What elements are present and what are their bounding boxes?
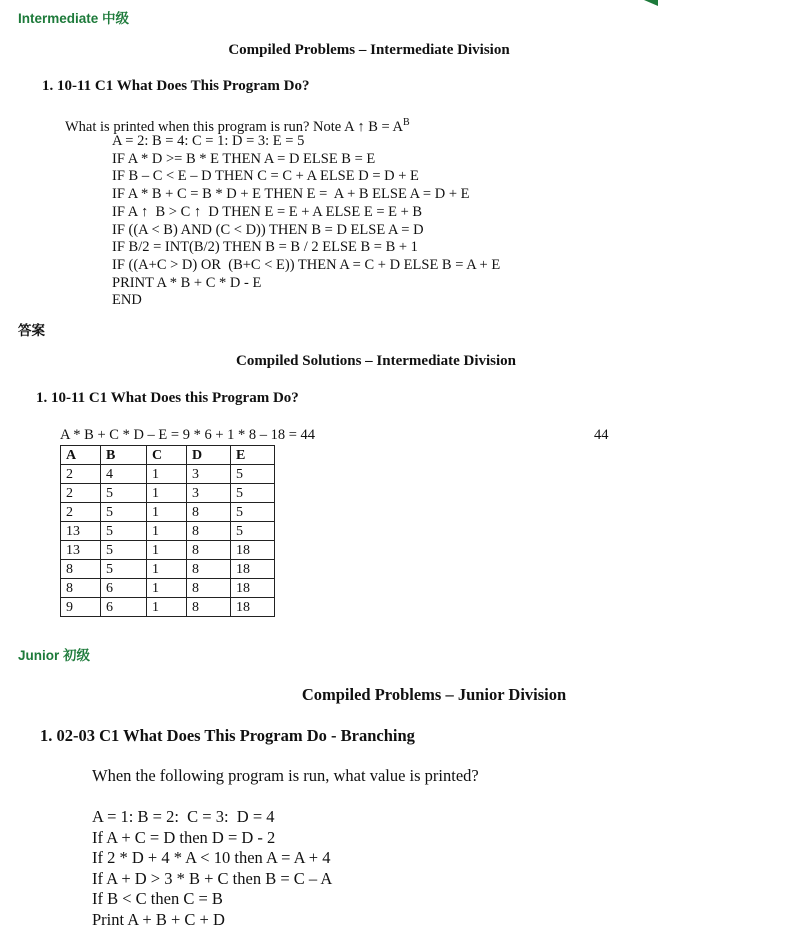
intermediate-solutions-title: Compiled Solutions – Intermediate Division: [235, 353, 517, 369]
table-cell: 8: [187, 503, 231, 522]
table-row: [61, 503, 275, 522]
table-cell: 1: [147, 541, 187, 560]
table-cell: 1: [147, 579, 187, 598]
solution-answer-value: 44: [594, 427, 609, 443]
table-cell: 8: [187, 522, 231, 541]
table-cell: 5: [231, 522, 275, 541]
intermediate-question-text: What is printed when this program is run? Note A ↑ B = A: [65, 118, 404, 135]
junior-code-block: [92, 807, 332, 930]
table-row: [61, 484, 275, 503]
corner-decoration: [644, 0, 658, 6]
table-cell: 8: [61, 560, 101, 579]
table-cell: 1: [147, 522, 187, 541]
table-cell: 5: [231, 484, 275, 503]
table-cell: 5: [101, 522, 147, 541]
table-cell: 1: [147, 465, 187, 484]
intermediate-question-superscript: B: [403, 117, 410, 128]
code-line: If B < C then C = B: [92, 889, 223, 908]
intermediate-code-block: [112, 133, 500, 310]
code-line: IF ((A < B) AND (C < D)) THEN B = D ELSE A = D: [112, 221, 424, 238]
code-line: If A + D > 3 * B + C then B = C – A: [92, 868, 333, 888]
table-row: [61, 560, 275, 579]
table-cell: 5: [101, 560, 147, 579]
table-cell: 8: [187, 541, 231, 560]
table-cell: 1: [147, 503, 187, 522]
code-line: PRINT A * B + C * D - E: [112, 274, 262, 291]
table-cell: 5: [101, 541, 147, 560]
table-row: [61, 579, 275, 598]
table-cell: 1: [147, 484, 187, 503]
table-cell: 3: [187, 465, 231, 484]
table-cell: 2: [61, 503, 101, 522]
table-cell: 3: [187, 484, 231, 503]
table-cell: 1: [147, 560, 187, 579]
table-row: [61, 541, 275, 560]
table-cell: 18: [231, 579, 275, 598]
code-line: IF A ↑ B > C ↑ D THEN E = E + A ELSE E = E + B: [112, 203, 423, 220]
code-line: IF B – C < E – D THEN C = C + A ELSE D = D + E: [112, 168, 419, 185]
code-line: If A + C = D then D = D - 2: [92, 827, 276, 847]
intermediate-solution-heading: 1. 10-11 C1 What Does this Program Do?: [36, 390, 299, 406]
table-cell: 5: [231, 503, 275, 522]
table-cell: 8: [61, 579, 101, 598]
table-cell: 5: [101, 503, 147, 522]
solution-equation: A * B + C * D – E = 9 * 6 + 1 * 8 – 18 = 44: [60, 427, 316, 443]
section-label-intermediate: Intermediate 中级: [18, 11, 130, 26]
column-header-a: A: [61, 446, 101, 465]
table-cell: 2: [61, 484, 101, 503]
table-cell: 4: [101, 465, 147, 484]
code-line: IF A * B + C = B * D + E THEN E = A + B ELSE A = D + E: [112, 186, 470, 203]
table-cell: 1: [147, 598, 187, 617]
code-line: A = 1: B = 2: C = 3: D = 4: [92, 807, 275, 826]
table-cell: 6: [101, 598, 147, 617]
table-cell: 18: [231, 541, 275, 560]
column-header-c: C: [147, 446, 187, 465]
table-cell: 13: [61, 522, 101, 541]
section-label-answer: 答案: [18, 323, 45, 338]
table-cell: 2: [61, 465, 101, 484]
table-header-row: [61, 446, 275, 465]
table-cell: 18: [231, 598, 275, 617]
intermediate-problem-heading: 1. 10-11 C1 What Does This Program Do?: [42, 78, 310, 94]
table-row: [61, 598, 275, 617]
code-line: Print A + B + C + D: [92, 909, 225, 929]
column-header-b: B: [101, 446, 147, 465]
section-label-junior: Junior 初级: [18, 648, 91, 663]
table-cell: 18: [231, 560, 275, 579]
table-row: [61, 522, 275, 541]
intermediate-problems-title: Compiled Problems – Intermediate Division: [228, 42, 510, 58]
column-header-e: E: [231, 446, 275, 465]
table-cell: 8: [187, 579, 231, 598]
table-cell: 6: [101, 579, 147, 598]
table-row: [61, 465, 275, 484]
table-cell: 5: [231, 465, 275, 484]
table-cell: 5: [101, 484, 147, 503]
junior-question: When the following program is run, what value is printed?: [92, 766, 479, 785]
table-cell: 13: [61, 541, 101, 560]
junior-problem-heading: 1. 02-03 C1 What Does This Program Do - Branching: [40, 726, 415, 745]
code-line: A = 2: B = 4: C = 1: D = 3: E = 5: [112, 133, 305, 149]
table-cell: 9: [61, 598, 101, 617]
code-line: IF B/2 = INT(B/2) THEN B = B / 2 ELSE B = B + 1: [112, 239, 418, 256]
code-line: IF ((A+C > D) OR (B+C < E)) THEN A = C + D ELSE B = A + E: [112, 256, 501, 273]
code-line: If 2 * D + 4 * A < 10 then A = A + 4: [92, 848, 331, 867]
column-header-d: D: [187, 446, 231, 465]
code-line: END: [112, 292, 142, 309]
junior-problems-title: Compiled Problems – Junior Division: [301, 685, 567, 704]
code-line: IF A * D >= B * E THEN A = D ELSE B = E: [112, 150, 376, 167]
table-cell: 8: [187, 598, 231, 617]
table-cell: 8: [187, 560, 231, 579]
trace-table: [60, 445, 275, 617]
